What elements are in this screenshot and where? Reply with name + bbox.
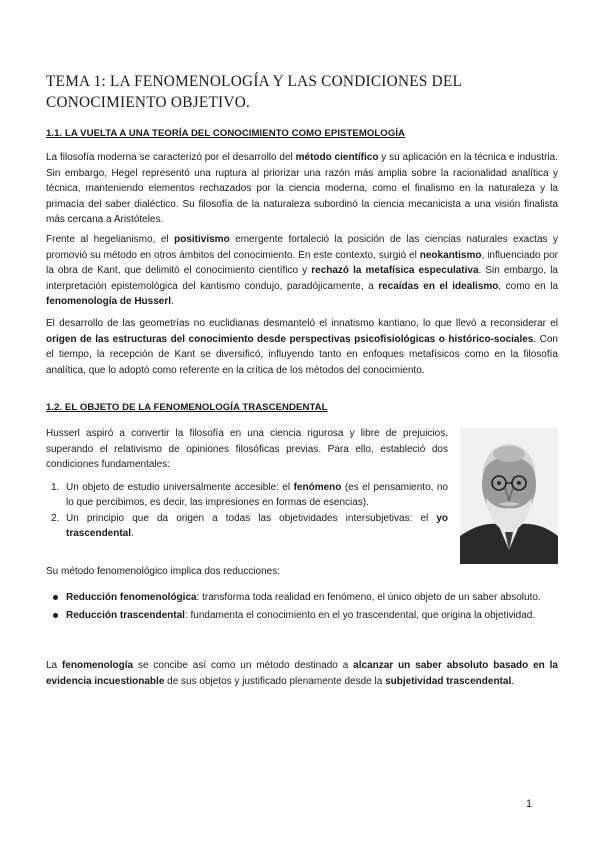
husserl-portrait	[460, 428, 558, 564]
section-heading-2: 1.2. EL OBJETO DE LA FENOMENOLOGÍA TRASCENDENTAL	[46, 402, 328, 413]
reductions-list	[46, 590, 558, 627]
paragraph-3: El desarrollo de las geometrías no euclidianas desmanteló el innatismo kantiano, lo que llevó a reconsiderar el origen de las estructuras del conocimiento desde perspectivas psicofisiológicas o histórico-sociales. Con el tiempo, la recepción de Kant se diversificó, influyendo tanto en enfoques metafísicos como en la filosofía analítica, que lo adoptó como referente en la crítica de los métodos del conocimiento.	[46, 318, 558, 376]
list-item: 2. Un principio que da origen a todas las objetividades intersubjetivas: el yo trascendental.	[51, 512, 448, 540]
conditions-list	[46, 480, 448, 542]
paragraph-1: La filosofía moderna se caracterizó por el desarrollo del método científico y su aplicación en la técnica e industria. Sin embargo, Hegel representó una ruptura al priorizar una razón más amplia sobre la racionalidad analítica y técnica, manteniendo elementos rechazados por la ciencia moderna, como el finalismo en la naturaleza y la primacía del saber dialéctico. Su filosofía de la naturaleza subordinó la ciencia mecanicista a una visión finalista más cercana a Aristóteles.	[46, 152, 558, 226]
portrait-illustration	[460, 428, 558, 564]
paragraph-4: Husserl aspiró a convertir la filosofía en una ciencia rigurosa y libre de prejuicios, superando el relativismo de opiniones filosóficas previas. Para ello, estableció dos condiciones fundamentales:	[46, 428, 448, 471]
list-item: Reducción trascendental: fundamenta el conocimiento en el yo trascendental, que origina la objetividad.	[46, 608, 558, 623]
list-item: 1. Un objeto de estudio universalmente accesible: el fenómeno (es el pensamiento, no lo que percibimos, es decir, las impresiones en formas de esencias).	[51, 482, 448, 509]
page-title: TEMA 1: LA FENOMENOLOGÍA Y LAS CONDICIONES DEL CONOCIMIENTO OBJETIVO.	[46, 73, 462, 111]
bullet-icon	[53, 595, 58, 600]
page-number: 1	[526, 798, 533, 810]
bullet-icon	[53, 613, 58, 618]
paragraph-6: La fenomenología se concibe así como un método destinado a alcanzar un saber absoluto basado en la evidencia incuestionable de sus objetos y justificado plenamente desde la subjetividad trascendental.	[46, 660, 558, 687]
paragraph-2: Frente al hegelianismo, el positivismo emergente fortaleció la posición de las ciencias naturales exactas y promovió su método en otros ámbitos del conocimiento. En este contexto, surgió el neokantismo, influenciado por la obra de Kant, que delimitó el conocimiento científico y rechazó la metafísica especulativa. Sin embargo, la interpretación epistemológica del kantismo condujo, paradójicamente, a recaídas en el idealismo, como en la fenomenología de Husserl.	[46, 234, 559, 308]
section-heading-1: 1.1. LA VUELTA A UNA TEORÍA DEL CONOCIMIENTO COMO EPISTEMOLOGÍA	[46, 128, 406, 139]
list-item: Reducción fenomenológica: transforma toda realidad en fenómeno, el único objeto de un saber absoluto.	[46, 590, 558, 605]
paragraph-5: Su método fenomenológico implica dos reducciones:	[46, 566, 281, 577]
